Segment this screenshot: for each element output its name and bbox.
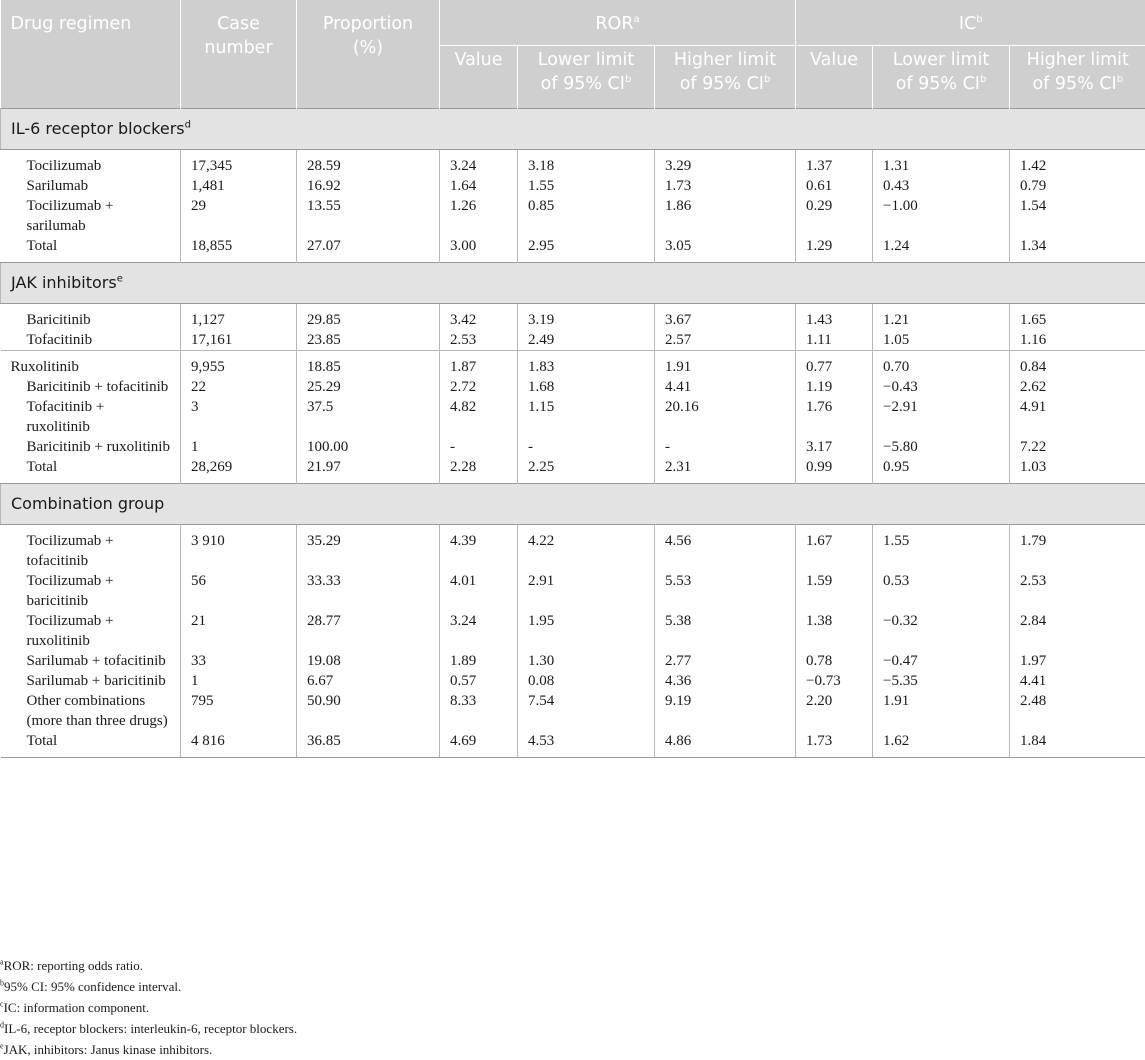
cell-ic_hi: 4.91	[1010, 397, 1145, 437]
cell-ic_hi: 0.84	[1010, 351, 1145, 378]
cell-cases: 1,481	[181, 176, 297, 196]
table-row	[1, 236, 1145, 263]
cell-prop: 37.5	[297, 397, 440, 437]
table-row	[1, 351, 1145, 378]
footnote-text: ROR: reporting odds ratio.	[4, 958, 143, 973]
cell-ror: 2.53	[440, 330, 518, 351]
cell-ror: 2.72	[440, 377, 518, 397]
cell-ror_lo: 0.85	[518, 196, 655, 236]
cell-ic_lo: −2.91	[873, 397, 1010, 437]
cell-ic_hi: 1.16	[1010, 330, 1145, 351]
cell-ror_lo: 0.08	[518, 671, 655, 691]
cell-prop: 29.85	[297, 304, 440, 331]
cell-ror: 4.01	[440, 571, 518, 611]
cell-drug: Tocilizumab + baricitinib	[1, 571, 181, 611]
cell-ror_hi: 3.05	[655, 236, 796, 263]
header-ic-label: IC	[959, 14, 976, 34]
cell-cases: 1	[181, 671, 297, 691]
cell-prop: 50.90	[297, 691, 440, 731]
cell-ic_lo: −1.00	[873, 196, 1010, 236]
table-row	[1, 397, 1145, 437]
table-row	[1, 377, 1145, 397]
cell-ic_hi: 1.54	[1010, 196, 1145, 236]
section-title-sup: d	[185, 120, 191, 131]
section-title-text: IL-6 receptor blockers	[11, 119, 185, 138]
cell-ror_hi: 4.56	[655, 525, 796, 572]
cell-ic_hi: 1.84	[1010, 731, 1145, 758]
cell-ror_lo: 1.95	[518, 611, 655, 651]
cell-ror_lo: 3.19	[518, 304, 655, 331]
header-ic-sup: b	[976, 14, 982, 25]
cell-prop: 18.85	[297, 351, 440, 378]
section-title	[1, 263, 1145, 304]
cell-ic_hi: 1.65	[1010, 304, 1145, 331]
footnote-mark: c	[0, 1000, 4, 1009]
table-row	[1, 304, 1145, 331]
cell-ror_hi: 1.91	[655, 351, 796, 378]
cell-cases: 3 910	[181, 525, 297, 572]
cell-ror_lo: 4.22	[518, 525, 655, 572]
cell-ror: 1.89	[440, 651, 518, 671]
footnote	[0, 976, 1145, 997]
footnote-mark: d	[0, 1021, 4, 1030]
cell-prop: 6.67	[297, 671, 440, 691]
cell-ror_lo: 2.25	[518, 457, 655, 484]
cell-cases: 9,955	[181, 351, 297, 378]
footnote-text: JAK, inhibitors: Janus kinase inhibitors.	[4, 1042, 213, 1057]
cell-prop: 27.07	[297, 236, 440, 263]
cell-ic_lo: 1.55	[873, 525, 1010, 572]
header-ror-value: Value	[440, 46, 518, 109]
cell-ror_hi: 2.31	[655, 457, 796, 484]
cell-ic_lo: 1.91	[873, 691, 1010, 731]
cell-ic: 1.38	[796, 611, 873, 651]
section-title	[1, 109, 1145, 150]
cell-ror: 3.24	[440, 150, 518, 177]
cell-drug: Sarilumab + baricitinib	[1, 671, 181, 691]
cell-prop: 36.85	[297, 731, 440, 758]
cell-ic_lo: 0.95	[873, 457, 1010, 484]
cell-ror_lo: 7.54	[518, 691, 655, 731]
table-row	[1, 571, 1145, 611]
cell-ror: 4.39	[440, 525, 518, 572]
cell-cases: 28,269	[181, 457, 297, 484]
cell-prop: 28.59	[297, 150, 440, 177]
cell-cases: 33	[181, 651, 297, 671]
cell-ror: 3.24	[440, 611, 518, 651]
table-row	[1, 176, 1145, 196]
cell-prop: 25.29	[297, 377, 440, 397]
cell-ror_hi: 5.38	[655, 611, 796, 651]
cell-cases: 21	[181, 611, 297, 651]
cell-drug: Tocilizumab	[1, 150, 181, 177]
cell-ic_lo: −0.32	[873, 611, 1010, 651]
cell-ic: 1.29	[796, 236, 873, 263]
cell-ic_lo: 0.70	[873, 351, 1010, 378]
cell-ic: 0.99	[796, 457, 873, 484]
table-row	[1, 525, 1145, 572]
cell-prop: 13.55	[297, 196, 440, 236]
cell-ic: 1.11	[796, 330, 873, 351]
cell-drug: Ruxolitinib	[1, 351, 181, 378]
cell-ror_lo: 2.49	[518, 330, 655, 351]
footnote-mark: b	[0, 979, 4, 988]
cell-prop: 16.92	[297, 176, 440, 196]
table-row	[1, 196, 1145, 236]
cell-ror_hi: 5.53	[655, 571, 796, 611]
cell-ic_hi: 1.03	[1010, 457, 1145, 484]
footnote	[0, 1039, 1145, 1060]
cell-cases: 3	[181, 397, 297, 437]
header-ic-lower-sup: b	[980, 74, 986, 85]
cell-ror_hi: 1.73	[655, 176, 796, 196]
header-ror-sup: a	[633, 14, 639, 25]
table-row	[1, 651, 1145, 671]
cell-ic_lo: −0.43	[873, 377, 1010, 397]
cell-drug: Total	[1, 731, 181, 758]
cell-cases: 17,345	[181, 150, 297, 177]
cell-drug: Tofacitinib + ruxolitinib	[1, 397, 181, 437]
cell-cases: 29	[181, 196, 297, 236]
cell-ror_lo: 1.83	[518, 351, 655, 378]
table-row	[1, 437, 1145, 457]
cell-prop: 23.85	[297, 330, 440, 351]
footnote-text: 95% CI: 95% confidence interval.	[4, 979, 181, 994]
cell-ror_hi: 3.67	[655, 304, 796, 331]
section-title	[1, 484, 1145, 525]
cell-ic_lo: 0.43	[873, 176, 1010, 196]
section-header	[1, 263, 1145, 304]
cell-ic: 0.61	[796, 176, 873, 196]
cell-ror_hi: 3.29	[655, 150, 796, 177]
header-ic-higher-sup: b	[1117, 74, 1123, 85]
cell-ic_hi: 1.34	[1010, 236, 1145, 263]
header-ic-higher-label: Higher limit of 95% CI	[1027, 50, 1129, 94]
cell-ror_lo: 3.18	[518, 150, 655, 177]
cell-ic: 1.19	[796, 377, 873, 397]
cell-ic: 1.59	[796, 571, 873, 611]
cell-ic: 0.29	[796, 196, 873, 236]
cell-ror_hi: 4.86	[655, 731, 796, 758]
cell-ic_hi: 2.84	[1010, 611, 1145, 651]
cell-ror: 3.00	[440, 236, 518, 263]
cell-ror_lo: 4.53	[518, 731, 655, 758]
cell-cases: 795	[181, 691, 297, 731]
section-title-text: JAK inhibitors	[11, 273, 117, 292]
cell-ror_hi: 1.86	[655, 196, 796, 236]
cell-ror_lo: 1.30	[518, 651, 655, 671]
cell-ic_hi: 2.48	[1010, 691, 1145, 731]
cell-drug: Tocilizumab + tofacitinib	[1, 525, 181, 572]
cell-ic_hi: 1.42	[1010, 150, 1145, 177]
cell-drug: Baricitinib + ruxolitinib	[1, 437, 181, 457]
cell-ic: 2.20	[796, 691, 873, 731]
cell-prop: 28.77	[297, 611, 440, 651]
header-proportion: Proportion (%)	[297, 0, 440, 109]
cell-ic: 0.78	[796, 651, 873, 671]
cell-ic_lo: 0.53	[873, 571, 1010, 611]
header-ror-higher-label: Higher limit of 95% CI	[674, 50, 776, 94]
header-ror-lower-label: Lower limit of 95% CI	[538, 50, 634, 94]
table-row	[1, 691, 1145, 731]
header-case-number: Case number	[181, 0, 297, 109]
cell-cases: 18,855	[181, 236, 297, 263]
cell-ror_hi: 2.77	[655, 651, 796, 671]
cell-ror: 3.42	[440, 304, 518, 331]
cell-ic_lo: −5.35	[873, 671, 1010, 691]
cell-ror: 0.57	[440, 671, 518, 691]
cell-ror: 4.69	[440, 731, 518, 758]
cell-ror_hi: 4.36	[655, 671, 796, 691]
cell-ror: 1.26	[440, 196, 518, 236]
cell-ic_hi: 2.62	[1010, 377, 1145, 397]
cell-ic_lo: 1.31	[873, 150, 1010, 177]
cell-ic: 1.43	[796, 304, 873, 331]
cell-drug: Tocilizumab + sarilumab	[1, 196, 181, 236]
cell-ror: 4.82	[440, 397, 518, 437]
cell-prop: 19.08	[297, 651, 440, 671]
cell-drug: Sarilumab	[1, 176, 181, 196]
cell-cases: 56	[181, 571, 297, 611]
header-ror	[440, 0, 796, 46]
table-row	[1, 150, 1145, 177]
cell-cases: 17,161	[181, 330, 297, 351]
cell-ic_hi: 0.79	[1010, 176, 1145, 196]
cell-ic_lo: −0.47	[873, 651, 1010, 671]
table-row	[1, 611, 1145, 651]
cell-ror_lo: 1.55	[518, 176, 655, 196]
cell-prop: 33.33	[297, 571, 440, 611]
cell-drug: Baricitinib + tofacitinib	[1, 377, 181, 397]
table-row	[1, 671, 1145, 691]
header-ic-lower-label: Lower limit of 95% CI	[893, 50, 989, 94]
table-row	[1, 457, 1145, 484]
cell-drug: Tofacitinib	[1, 330, 181, 351]
cell-cases: 1,127	[181, 304, 297, 331]
cell-ror_lo: -	[518, 437, 655, 457]
header-ror-higher	[655, 46, 796, 109]
cell-ic_lo: 1.24	[873, 236, 1010, 263]
cell-ror: 8.33	[440, 691, 518, 731]
footnote-text: IL-6, receptor blockers: interleukin-6, receptor blockers.	[4, 1021, 297, 1036]
cell-ror_lo: 2.91	[518, 571, 655, 611]
cell-ror_lo: 2.95	[518, 236, 655, 263]
cell-prop: 21.97	[297, 457, 440, 484]
footnote	[0, 1018, 1145, 1039]
section-header	[1, 484, 1145, 525]
footnote-mark: e	[0, 1042, 4, 1051]
table-row	[1, 330, 1145, 351]
cell-ic_hi: 4.41	[1010, 671, 1145, 691]
cell-ror_hi: 20.16	[655, 397, 796, 437]
cell-ror_hi: 9.19	[655, 691, 796, 731]
cell-ror: 1.64	[440, 176, 518, 196]
cell-drug: Baricitinib	[1, 304, 181, 331]
cell-drug: Total	[1, 457, 181, 484]
cell-ic_hi: 7.22	[1010, 437, 1145, 457]
cell-ic: 3.17	[796, 437, 873, 457]
cell-ror_hi: 2.57	[655, 330, 796, 351]
footnote	[0, 997, 1145, 1018]
cell-drug: Tocilizumab + ruxolitinib	[1, 611, 181, 651]
cell-ic: 0.77	[796, 351, 873, 378]
cell-drug: Other combinations (more than three drugs)	[1, 691, 181, 731]
header-ror-lower-sup: b	[625, 74, 631, 85]
cell-ic_hi: 1.79	[1010, 525, 1145, 572]
table-row	[1, 731, 1145, 758]
header-ror-higher-sup: b	[764, 74, 770, 85]
footnote-mark: a	[0, 958, 4, 967]
footnote-text: IC: information component.	[4, 1000, 150, 1015]
cell-ror_hi: 4.41	[655, 377, 796, 397]
cell-ic: −0.73	[796, 671, 873, 691]
cell-ror: 2.28	[440, 457, 518, 484]
cell-ic: 1.76	[796, 397, 873, 437]
cell-cases: 1	[181, 437, 297, 457]
cell-cases: 22	[181, 377, 297, 397]
section-title-text: Combination group	[11, 494, 164, 513]
header-ic	[796, 0, 1145, 46]
cell-ror: -	[440, 437, 518, 457]
header-ror-lower	[518, 46, 655, 109]
cell-ic_hi: 2.53	[1010, 571, 1145, 611]
cell-ror_lo: 1.15	[518, 397, 655, 437]
cell-ror_hi: -	[655, 437, 796, 457]
cell-ic: 1.67	[796, 525, 873, 572]
cell-ic_lo: 1.05	[873, 330, 1010, 351]
cell-drug: Sarilumab + tofacitinib	[1, 651, 181, 671]
header-drug-regimen: Drug regimen	[1, 0, 181, 109]
header-ic-higher	[1010, 46, 1145, 109]
cell-ic_hi: 1.97	[1010, 651, 1145, 671]
cell-ic_lo: −5.80	[873, 437, 1010, 457]
cell-prop: 35.29	[297, 525, 440, 572]
cell-cases: 4 816	[181, 731, 297, 758]
table-body	[1, 109, 1145, 758]
cell-ror: 1.87	[440, 351, 518, 378]
header-ic-lower	[873, 46, 1010, 109]
cell-ic_lo: 1.62	[873, 731, 1010, 758]
cell-drug: Total	[1, 236, 181, 263]
footnote	[0, 955, 1145, 976]
cell-ic: 1.73	[796, 731, 873, 758]
cell-ror_lo: 1.68	[518, 377, 655, 397]
footnotes	[0, 955, 1145, 1060]
cell-ic_lo: 1.21	[873, 304, 1010, 331]
section-header	[1, 109, 1145, 150]
cell-ic: 1.37	[796, 150, 873, 177]
header-ic-value: Value	[796, 46, 873, 109]
header-ror-label: ROR	[595, 14, 633, 34]
cell-prop: 100.00	[297, 437, 440, 457]
section-title-sup: e	[117, 274, 123, 285]
